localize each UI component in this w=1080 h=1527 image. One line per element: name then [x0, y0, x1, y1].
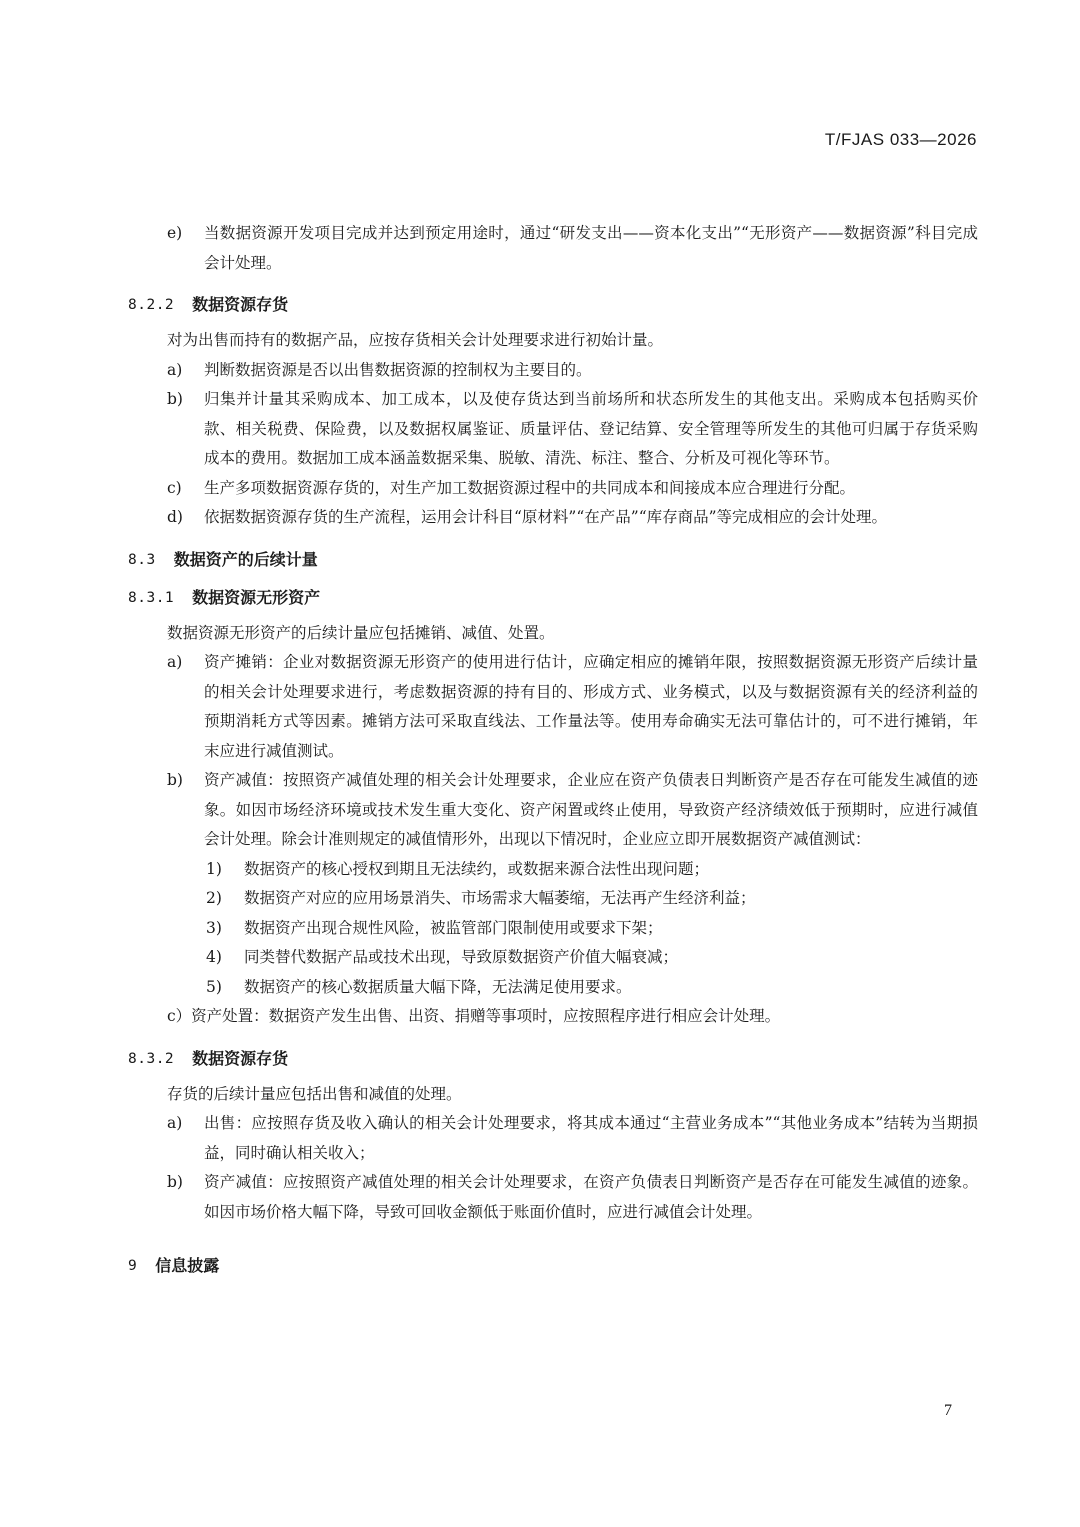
section-heading-9 — [128, 1251, 1080, 1281]
sub-item-marker: 5) — [206, 977, 222, 996]
sub-item-text: 数据资产的核心数据质量大幅下降，无法满足使用要求。 — [244, 977, 632, 996]
item-marker: a) — [167, 360, 183, 379]
page-number: 7 — [944, 1402, 952, 1419]
sub-list-item — [206, 884, 978, 914]
section-intro: 数据资源无形资产的后续计量应包括摊销、减值、处置。 — [167, 623, 555, 642]
item-marker: b) — [167, 1173, 183, 1191]
section-number: 8.3.2 — [128, 1050, 175, 1067]
item-text: 依据数据资源存货的生产流程，运用会计科目“原材料”“在产品”“库存商品”等完成相应的会计处理。 — [204, 508, 888, 526]
section-number: 8.3.1 — [128, 589, 175, 606]
sub-item-marker: 2) — [206, 889, 222, 907]
item-marker: a) — [167, 653, 183, 671]
item-text: 资产摊销：企业对数据资源无形资产的使用进行估计，应确定相应的摊销年限，按照数据资源无形资产后续计量的相关会计处理要求进行，考虑数据资源的持有目的、形成方式、业务模式，以及与数据资源有关的经济利益的预期消耗方式等因素。摊销方法可采取直线法、工作量法等。使用寿命确实无法可靠估计的，可不进行摊销，年末应进行减值测试。 — [204, 653, 978, 760]
item-marker: b) — [167, 390, 183, 408]
sub-list-item — [206, 914, 978, 944]
document-code: T/FJAS 033—2026 — [824, 130, 977, 149]
sub-list-item — [206, 943, 978, 973]
item-marker: c) — [167, 478, 182, 497]
section-title: 信息披露 — [155, 1256, 220, 1275]
item-text: 生产多项数据资源存货的，对生产加工数据资源过程中的共同成本和间接成本应合理进行分配。 — [204, 478, 856, 497]
sub-item-marker: 1) — [206, 859, 222, 878]
item-text: 资产减值：按照资产减值处理的相关会计处理要求，企业应在资产负债表日判断资产是否存在可能发生减值的迹象。如因市场经济环境或技术发生重大变化、资产闲置或终止使用，导致资产经济绩效低于预期时，应进行减值会计处理。除会计准则规定的减值情形外，出现以下情况时，企业应立即开展数据资产减值测试： — [204, 771, 978, 848]
item-text: 当数据资源开发项目完成并达到预定用途时，通过“研发支出——资本化支出”“无形资产——数据资源”科目完成会计处理。 — [204, 224, 978, 272]
item-marker: e) — [167, 224, 183, 242]
sub-item-text: 数据资产对应的应用场景消失、市场需求大幅萎缩，无法再产生经济利益； — [244, 889, 756, 907]
list-item — [167, 648, 978, 766]
sub-list-item — [206, 973, 978, 1003]
sub-item-text: 数据资产出现合规性风险，被监管部门限制使用或要求下架； — [244, 918, 663, 937]
section-title: 数据资产的后续计量 — [173, 549, 318, 569]
section-intro: 存货的后续计量应包括出售和减值的处理。 — [167, 1084, 462, 1103]
sub-item-text: 数据资产的核心授权到期且无法续约，或数据来源合法性出现问题； — [244, 859, 710, 878]
sub-item-marker: 3) — [206, 918, 222, 937]
section-title: 数据资源存货 — [192, 295, 289, 314]
list-item — [167, 1109, 978, 1168]
list-item — [167, 766, 978, 855]
section-heading-8-3-2 — [128, 1044, 1080, 1074]
list-item — [167, 503, 978, 533]
item-text: 判断数据资源是否以出售数据资源的控制权为主要目的。 — [204, 360, 592, 379]
list-item — [167, 219, 978, 278]
section-title: 数据资源无形资产 — [192, 587, 321, 607]
section-heading-8-3-1 — [128, 583, 1080, 613]
item-text: 资产减值：应按照资产减值处理的相关会计处理要求，在资产负债表日判断资产是否存在可能发生减值的迹象。如因市场价格大幅下降，导致可回收金额低于账面价值时，应进行减值会计处理。 — [204, 1173, 978, 1221]
list-item — [167, 356, 978, 386]
section-heading-8-3 — [128, 545, 1080, 575]
sub-item-marker: 4) — [206, 948, 222, 966]
section-heading-8-2-2 — [128, 290, 1080, 320]
item-marker: d) — [167, 508, 183, 526]
section-number: 8.3 — [128, 551, 156, 568]
item-marker: b) — [167, 771, 183, 789]
sub-item-text: 同类替代数据产品或技术出现，导致原数据资产价值大幅衰减； — [244, 948, 679, 966]
section-title: 数据资源存货 — [192, 1048, 289, 1068]
item-marker: a) — [167, 1114, 183, 1132]
section-number: 9 — [128, 1258, 138, 1274]
list-item — [167, 385, 978, 474]
document-body — [0, 219, 1080, 1281]
item-text: 归集并计量其采购成本、加工成本，以及使存货达到当前场所和状态所发生的其他支出。采购成本包括购买价款、相关税费、保险费，以及数据权属鉴证、质量评估、登记结算、安全管理等所发生的其他可归属于存货采购成本的费用。数据加工成本涵盖数据采集、脱敏、清洗、标注、整合、分析及可视化等环节。 — [204, 390, 978, 467]
section-number: 8.2.2 — [128, 297, 175, 313]
list-item — [167, 1168, 978, 1227]
sub-list-item — [206, 855, 978, 885]
section-intro: 对为出售而持有的数据产品，应按存货相关会计处理要求进行初始计量。 — [167, 331, 664, 349]
list-item — [167, 474, 978, 504]
item-text: 出售：应按照存货及收入确认的相关会计处理要求，将其成本通过“主营业务成本”“其他业务成本”结转为当期损益，同时确认相关收入； — [204, 1114, 978, 1162]
list-item: c）资产处置：数据资产发生出售、出资、捐赠等事项时，应按照程序进行相应会计处理。 — [167, 1007, 781, 1025]
